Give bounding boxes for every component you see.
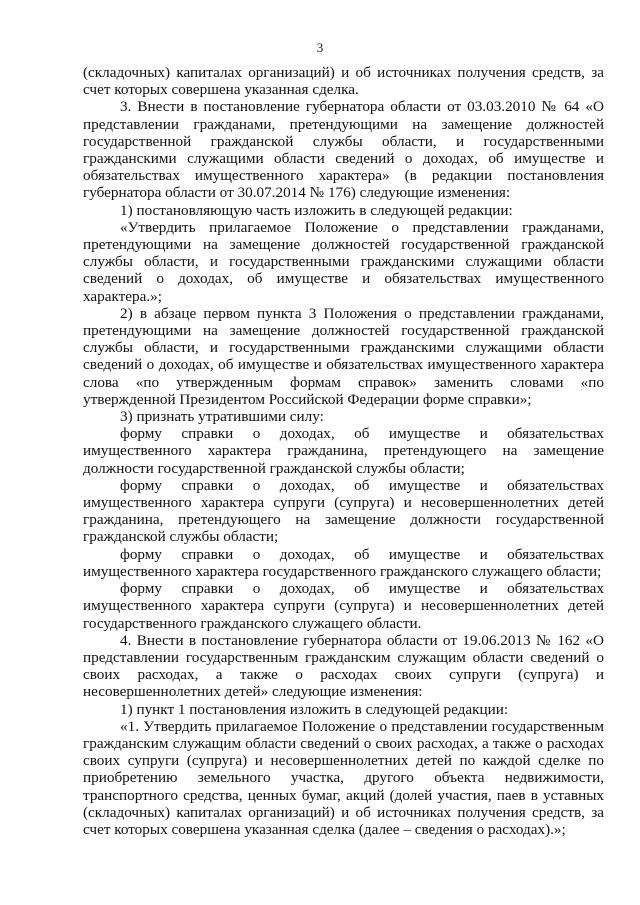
paragraph-continuation: (складочных) капиталах организаций) и об источниках получения средств, за счет которых совершена указанная сделка.: [83, 64, 604, 99]
paragraph-item-4-1: 1) пункт 1 постановления изложить в следующей редакции:: [120, 700, 509, 718]
paragraph-form-4: форму справки о доходах, об имуществе и обязательствах имущественного характера супруги (супруга) и несовершеннолетних детей государственного гражданского служащего области.: [83, 580, 604, 632]
paragraph-item-4: 4. Внести в постановление губернатора области от 19.06.2013 № 162 «О представлении государственным гражданским служащим области сведений о своих расходах, а также о расходах своих супруги (супруга) и несовершеннолетних детей» следующие изменения:: [83, 631, 604, 701]
paragraph-item-3-1: 1) постановляющую часть изложить в следующей редакции:: [120, 201, 513, 219]
paragraph-form-3: форму справки о доходах, об имуществе и обязательствах имущественного характера государственного гражданского служащего области;: [83, 545, 604, 580]
paragraph-item-3-3: 3) признать утратившими силу:: [120, 408, 324, 426]
page-number: 3: [316, 40, 324, 55]
paragraph-quote-approve: «Утвердить прилагаемое Положение о представлении гражданами, претендующими на замещение должностей государственной гражданской службы области, и государственными гражданскими служащими области сведений о доходах, об имуществе и обязательствах имущественного характера.»;: [83, 218, 604, 305]
paragraph-item-3: 3. Внести в постановление губернатора области от 03.03.2010 № 64 «О представлении гражданами, претендующими на замещение должностей государственной гражданской службы области, и государственными гражданскими служащими области сведений о доходах, об имуществе и обязательствах имущественного характера» (в редакции постановления губернатора области от 30.07.2014 № 176) следующие изменения:: [83, 98, 604, 202]
paragraph-form-2: форму справки о доходах, об имуществе и обязательствах имущественного характера супруги (супруга) и несовершеннолетних детей гражданина, претендующего на замещение должности государственной гражданской службы области;: [83, 476, 604, 546]
document-body: [83, 64, 604, 838]
paragraph-quote-item-1: «1. Утвердить прилагаемое Положение о представлении государственным гражданским служащим области сведений о своих расходах, а также о расходах своих супруги (супруга) и несовершеннолетних детей по каждой сделке по приобретению земельного участка, другого объекта недвижимости, транспортного средства, ценных бумаг, акций (долей участия, паев в уставных (складочных) капиталах организаций) и об источниках получения средств, за счет которых совершена указанная сделка (далее – сведения о расходах).»;: [83, 717, 604, 838]
paragraph-form-1: форму справки о доходах, об имуществе и обязательствах имущественного характера гражданина, претендующего на замещение должности государственной гражданской службы области;: [83, 425, 604, 477]
paragraph-item-3-2: 2) в абзаце первом пункта 3 Положения о представлении гражданами, претендующими на замещение должностей государственной гражданской службы области, и государственными гражданскими служащими области сведений о доходах, об имуществе и обязательствах имущественного характера слова «по утвержденным формам справок» заменить словами «по утвержденной Президентом Российской Федерации форме справки»;: [83, 304, 604, 408]
